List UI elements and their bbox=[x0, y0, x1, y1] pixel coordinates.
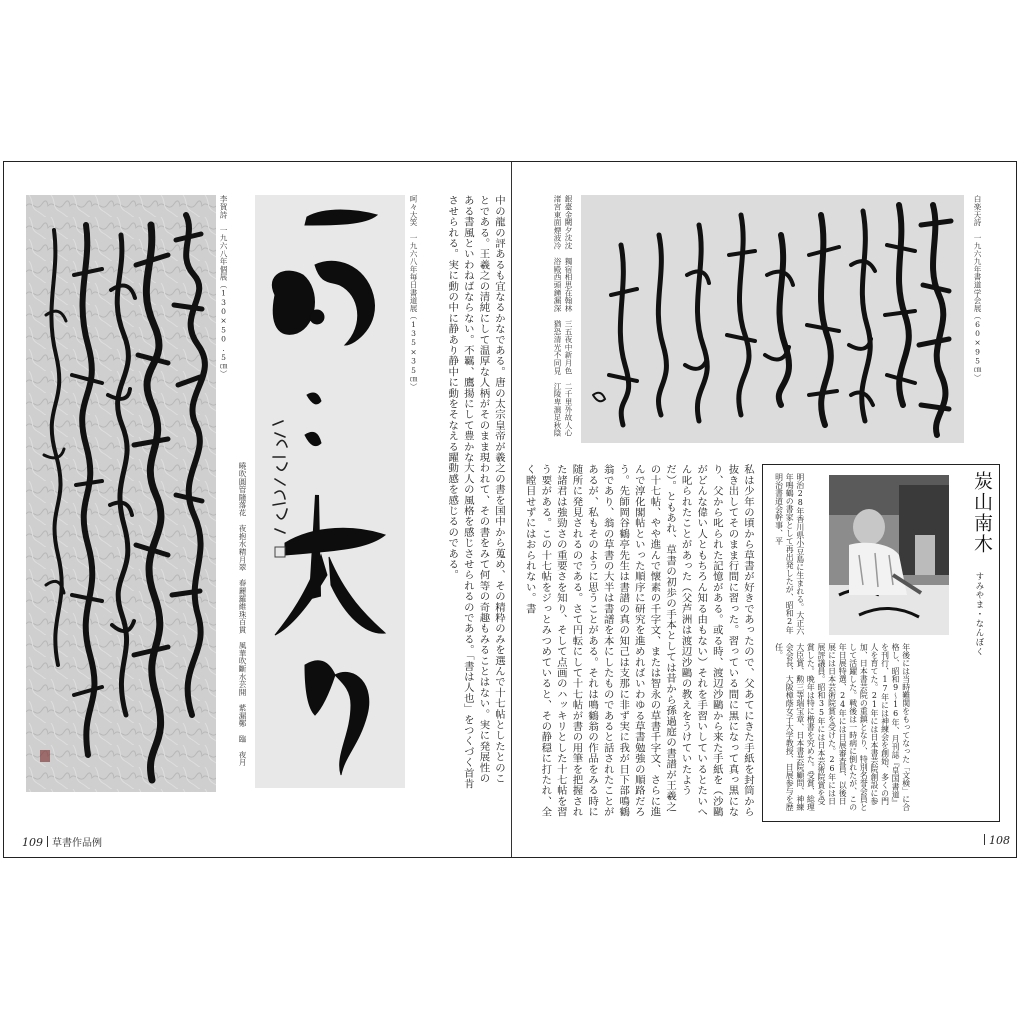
bio-text-beside-photo: 明治28年香川県小豆島に生まれる。大正六年鳴鶴の書家として再出発したが、昭和2年明治書道会幹事、平 bbox=[774, 473, 805, 636]
calligraphy-artwork-kaka-taisho bbox=[255, 195, 405, 788]
artist-name-kana: すみやま・なんぼく bbox=[975, 572, 985, 657]
right-folio bbox=[980, 834, 1010, 847]
artist-name: 炭山南木 bbox=[971, 471, 993, 555]
left-essay-text: 中の龍の評あるも宜なるかなである。唐の太宗皇帝が羲之の書を国中から蒐め、その精粋のみを選んで十七帖としたとのことである。王羲之の清純にして温厚な人柄がそのまま現われて、その書をみて何等の奇趣もみることはない。実に発展性のある書風といわねばならない。不羈、鷹揚にして豊かな大人の風格を感じさせられるのである。「書は人也」をつくづく首肯させられる。実に動の中に静あり静中に動をそなえる躍動感を感じるのである。 bbox=[446, 195, 505, 789]
folio-section-title: 草書作品例 bbox=[52, 838, 102, 849]
page-number-108: 108 bbox=[989, 834, 1010, 847]
left-folio bbox=[22, 834, 102, 849]
calligraphy-artwork-bai-juyi-poem bbox=[581, 195, 964, 443]
work3-caption-title: 白楽天詩 一九六九年書道学会展（60×95㎝） bbox=[973, 195, 982, 382]
right-essay-text: 私は少年の頃から草書が好きであったので、父あてにきた手紙を封筒から抜き出してそのまま行間に習った。習っている間に黒になって真っ黒になり、父から叱られた記憶がある。或る時、渡辺沙鷗から来た手紙を（沙鷗がどんな偉い人ともちろん知る由もない）それを手習いしているとたいへん叱られたことがあった（父芦洲は渡辺沙鷗の教えをうけていたようだ）。ともあれ、草書の初歩の手本としては昔から孫過庭の書譜が王羲之の十七帖、やや進んで懐素の千字文、または智永の草書千字文、さらに進んで淳化閣帖といった順序に研究を進めればいわゆる草書勉強の順路だろう。先師岡谷鶴亭先生は書譜の真の知己は支那に非ず実に我が日下部鳴鶴翁であり、翁の草書の大半は書譜を本にしたものであると話されたことがあるが、私もそのように思うことがある。それは鳴鶴翁の作品をみる時に随所に発見されるのである。さて円転にして十七帖が書の用筆を把握された諸君は強勁さの重要さを知り、そして点画のハッキリとした十七帖を習う要がある。この十七帖をジっとみつめていると、その静穏に打たれ、全く瞠目せずにはおられない。書 bbox=[523, 464, 754, 818]
work1-caption-text: 曉吹圓管隨落花 夜抱水精月翠 春麗羅維珠百貫 風華吹斷水芸開 紫漏鄭 臨 夜月 bbox=[238, 462, 247, 767]
artist-photo bbox=[829, 475, 949, 635]
work2-caption-title: 呵々大笑 一九六八年毎日書道展（135×35㎝） bbox=[409, 195, 418, 391]
calligraphy-artwork-lihe-poem bbox=[26, 195, 216, 792]
page-number-109: 109 bbox=[22, 836, 43, 849]
book-spread bbox=[3, 161, 1017, 858]
artist-bio-box bbox=[762, 464, 1000, 822]
work1-caption-title: 李賀詩 一九六八年個展（130×50.5㎝） bbox=[219, 195, 228, 378]
bio-text-main: 年後には当時難関をもってなった「文検」に合格し、昭和9～16年、月刊誌『皇国書道』を刊行、17年には神練会を創始、多くの門人を育てた。21年には日本書芸院創設に参加、日本書芸院の重鎮となり、特別名誉会員として活躍した。戦後は一時病に倒れたが、この年日展特選、24年には日展審査員、以後日展には日本芸術院賞を受けた。26年には日展評議員。昭和35年には日本芸術院賞を受賞した。晩年は特に楷書を究めた。受賞、総理大臣賞、勲三等瑞宝章、日本書芸院顧問、神練会会長、大阪樟蔭女子大学教授、日展参与を歴任。 bbox=[774, 643, 911, 811]
work3-caption-text: 銀臺金闕夕沈沈 獨宿相思在翰林 三五夜中新月色 二千里外故人心 渚宮東面煙波冷 浴殿西頭鐘漏深 猶恐清光不同見 江陵卑濕足秋陰 bbox=[553, 195, 573, 445]
page-gutter bbox=[511, 162, 512, 857]
